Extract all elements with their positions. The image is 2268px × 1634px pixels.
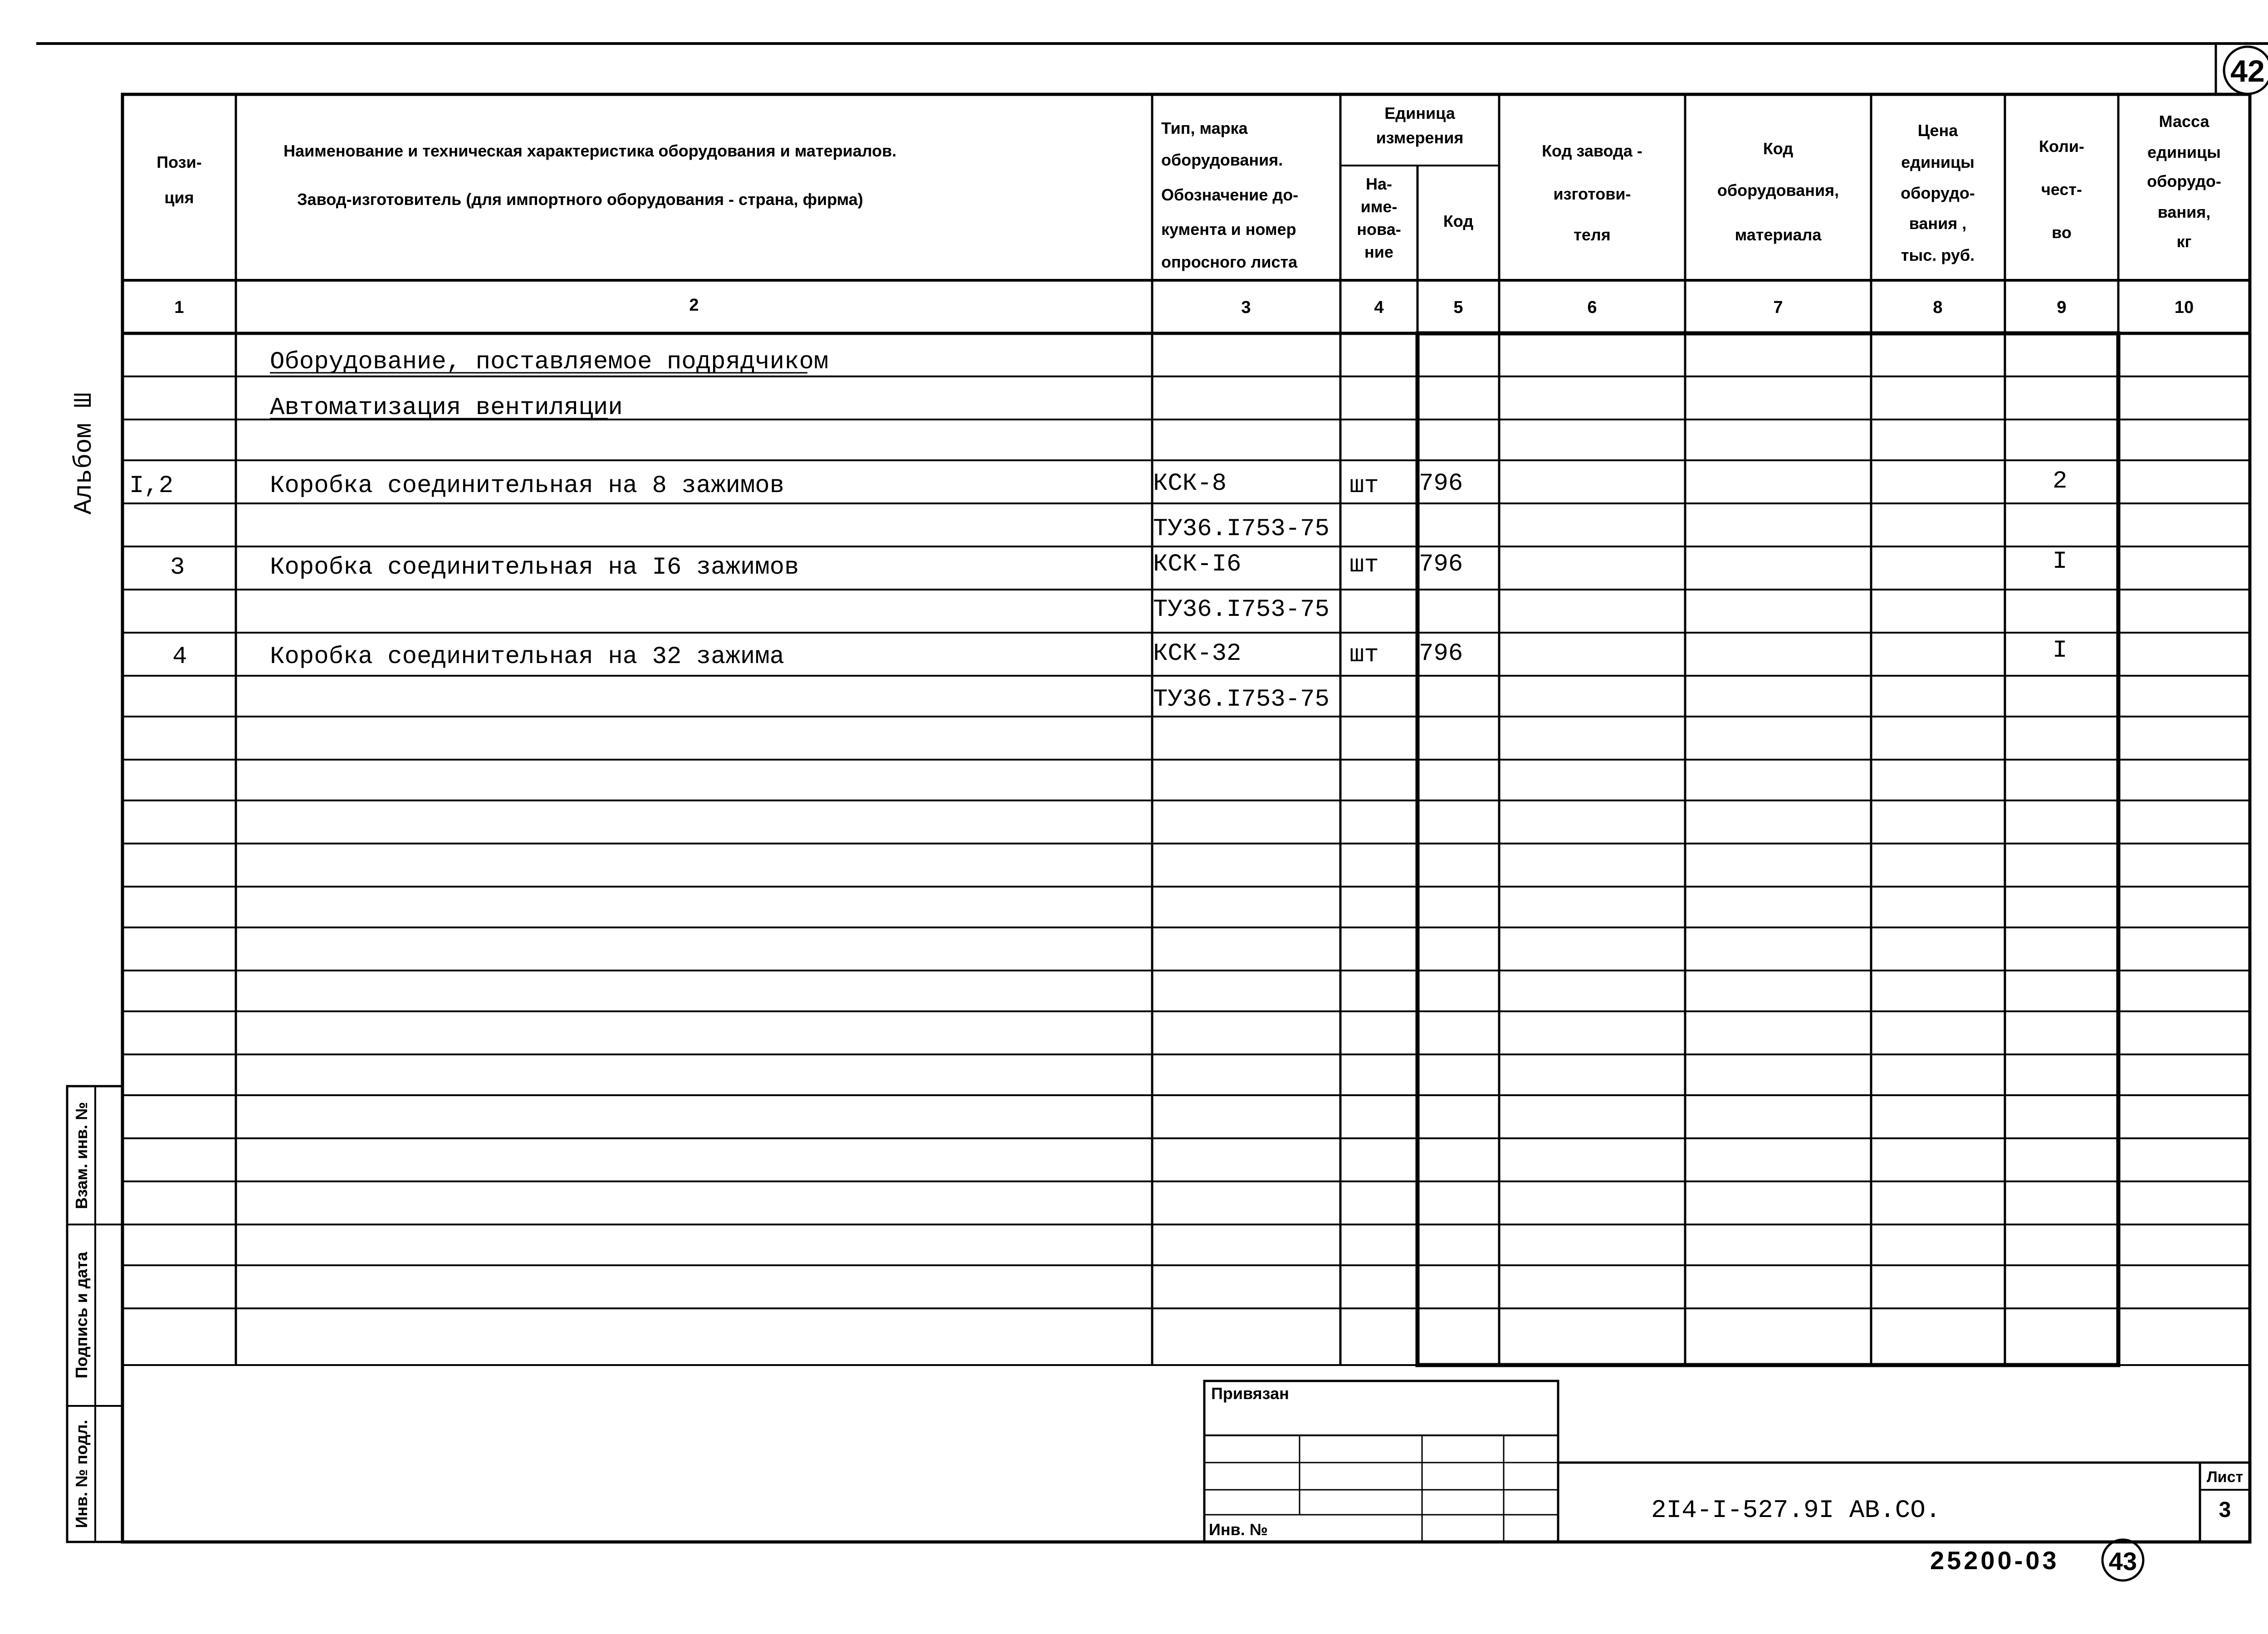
- header-unit-line1: Единица: [1384, 104, 1455, 122]
- header-position-line2: ция: [164, 188, 194, 207]
- item-doc: ТУ36.I753-75: [1153, 596, 1330, 624]
- item-unit: шт: [1349, 472, 1379, 500]
- item-name: Коробка соединительная на 32 зажима: [270, 643, 785, 671]
- sheet-label: Лист: [2206, 1468, 2244, 1486]
- side-stamp: [67, 1086, 122, 1542]
- footer-code: [1930, 1540, 2143, 1580]
- item-qty: I: [2053, 548, 2068, 576]
- header-unitname-line2: име-: [1360, 197, 1398, 216]
- header-mass-line4: вания,: [2157, 203, 2211, 221]
- colnum-8: 8: [1933, 298, 1943, 317]
- colnum-7: 7: [1773, 298, 1783, 317]
- section-title-supplied: Оборудование, поставляемое подрядчиком: [270, 348, 829, 376]
- album-label: Альбом Ш: [69, 392, 98, 515]
- table-header: [156, 104, 2221, 271]
- colnum-10: 10: [2174, 298, 2194, 317]
- header-type-line2: оборудования.: [1161, 151, 1283, 169]
- item-type: КСК-I6: [1153, 551, 1242, 578]
- item-unit-code: 796: [1419, 470, 1463, 498]
- header-equipcode-line3: материала: [1735, 225, 1822, 244]
- header-qty-line2: чест-: [2041, 180, 2082, 199]
- header-type-line5: опросного листа: [1161, 253, 1298, 271]
- privyazan-label: Привязан: [1211, 1384, 1289, 1403]
- stamp-podpis-data: Подпись и дата: [72, 1252, 91, 1379]
- document-designation: 2I4-I-527.9I АВ.СО.: [1651, 1496, 1941, 1525]
- item-unit-code: 796: [1419, 551, 1463, 578]
- column-numbers-row: [174, 296, 2194, 317]
- item-unit-code: 796: [1419, 640, 1463, 668]
- colnum-2: 2: [689, 296, 699, 315]
- header-factory-line1: Код завода -: [1542, 141, 1642, 160]
- header-unitname-line3: нова-: [1357, 220, 1401, 239]
- colnum-1: 1: [174, 298, 184, 317]
- header-type-line3: Обозначение до-: [1161, 185, 1299, 204]
- colnum-5: 5: [1453, 298, 1463, 317]
- table-row: [170, 548, 2067, 581]
- header-qty-line3: во: [2052, 223, 2072, 242]
- header-unit-line2: измерения: [1376, 128, 1464, 147]
- colnum-4: 4: [1374, 298, 1384, 317]
- highlight-box: [1418, 333, 2118, 1365]
- table-body: [129, 348, 2067, 713]
- item-position: 3: [170, 554, 185, 581]
- inv-no-label: Инв. №: [1209, 1520, 1268, 1539]
- header-unitname-line4: ние: [1364, 243, 1393, 261]
- item-name: Коробка соединительная на I6 зажимов: [270, 554, 799, 581]
- stamp-inv-podl: Инв. № подл.: [72, 1419, 91, 1528]
- header-price-line1: Цена: [1917, 121, 1958, 140]
- colnum-6: 6: [1587, 298, 1597, 317]
- header-mass-line2: единицы: [2147, 143, 2221, 161]
- item-position: 4: [172, 643, 187, 671]
- item-qty: I: [2053, 637, 2068, 664]
- header-unitname-line1: На-: [1365, 175, 1393, 193]
- item-type: КСК-8: [1153, 470, 1227, 498]
- header-unitcode: Код: [1443, 212, 1474, 230]
- header-mass-line3: оборудо-: [2147, 172, 2221, 190]
- item-position: I,2: [129, 472, 174, 500]
- header-factory-line2: изготови-: [1553, 185, 1631, 203]
- item-unit: шт: [1349, 641, 1379, 669]
- header-type-line4: кумента и номер: [1161, 220, 1296, 239]
- header-factory-line3: теля: [1574, 225, 1611, 244]
- footer-circle-number: 43: [2108, 1547, 2137, 1575]
- header-price-line5: тыс. руб.: [1901, 246, 1975, 264]
- header-qty-line1: Коли-: [2038, 137, 2085, 156]
- header-name-line2: Завод-изготовитель (для импортного оборудования - страна, фирма): [297, 190, 863, 209]
- title-block: [1204, 1381, 2250, 1542]
- header-mass-line1: Масса: [2159, 112, 2209, 131]
- colnum-3: 3: [1241, 298, 1251, 317]
- item-qty: 2: [2053, 468, 2068, 495]
- stamp-vzam-inv: Взам. инв. №: [72, 1102, 91, 1210]
- section-title-automation: Автоматизация вентиляции: [270, 394, 623, 422]
- header-mass-line5: кг: [2176, 232, 2192, 251]
- sheet-value: 3: [2219, 1498, 2231, 1522]
- header-equipcode-line1: Код: [1763, 139, 1794, 158]
- column-rules: [236, 94, 2118, 1365]
- header-equipcode-line2: оборудования,: [1717, 181, 1839, 200]
- header-price-line2: единицы: [1901, 153, 1975, 171]
- header-price-line4: вания ,: [1909, 214, 1967, 233]
- item-type: КСК-32: [1153, 640, 1242, 668]
- item-doc: ТУ36.I753-75: [1153, 686, 1330, 713]
- table-row: [172, 637, 2067, 671]
- sheet-number-badge: [2216, 44, 2268, 94]
- item-name: Коробка соединительная на 8 зажимов: [270, 472, 785, 500]
- colnum-9: 9: [2057, 298, 2067, 317]
- header-price-line3: оборудо-: [1901, 184, 1975, 202]
- item-unit: шт: [1349, 551, 1379, 579]
- spec-table-frame: [122, 94, 2250, 1542]
- header-name-line1: Наименование и техническая характеристика оборудования и материалов.: [284, 141, 897, 160]
- header-position-line1: Пози-: [156, 153, 202, 171]
- header-type-line1: Тип, марка: [1161, 119, 1248, 137]
- sheet-number-text: 42: [2230, 54, 2265, 88]
- item-doc: ТУ36.I753-75: [1153, 515, 1330, 543]
- footer-code-text: 25200-03: [1930, 1546, 2059, 1575]
- table-row: [129, 468, 2067, 500]
